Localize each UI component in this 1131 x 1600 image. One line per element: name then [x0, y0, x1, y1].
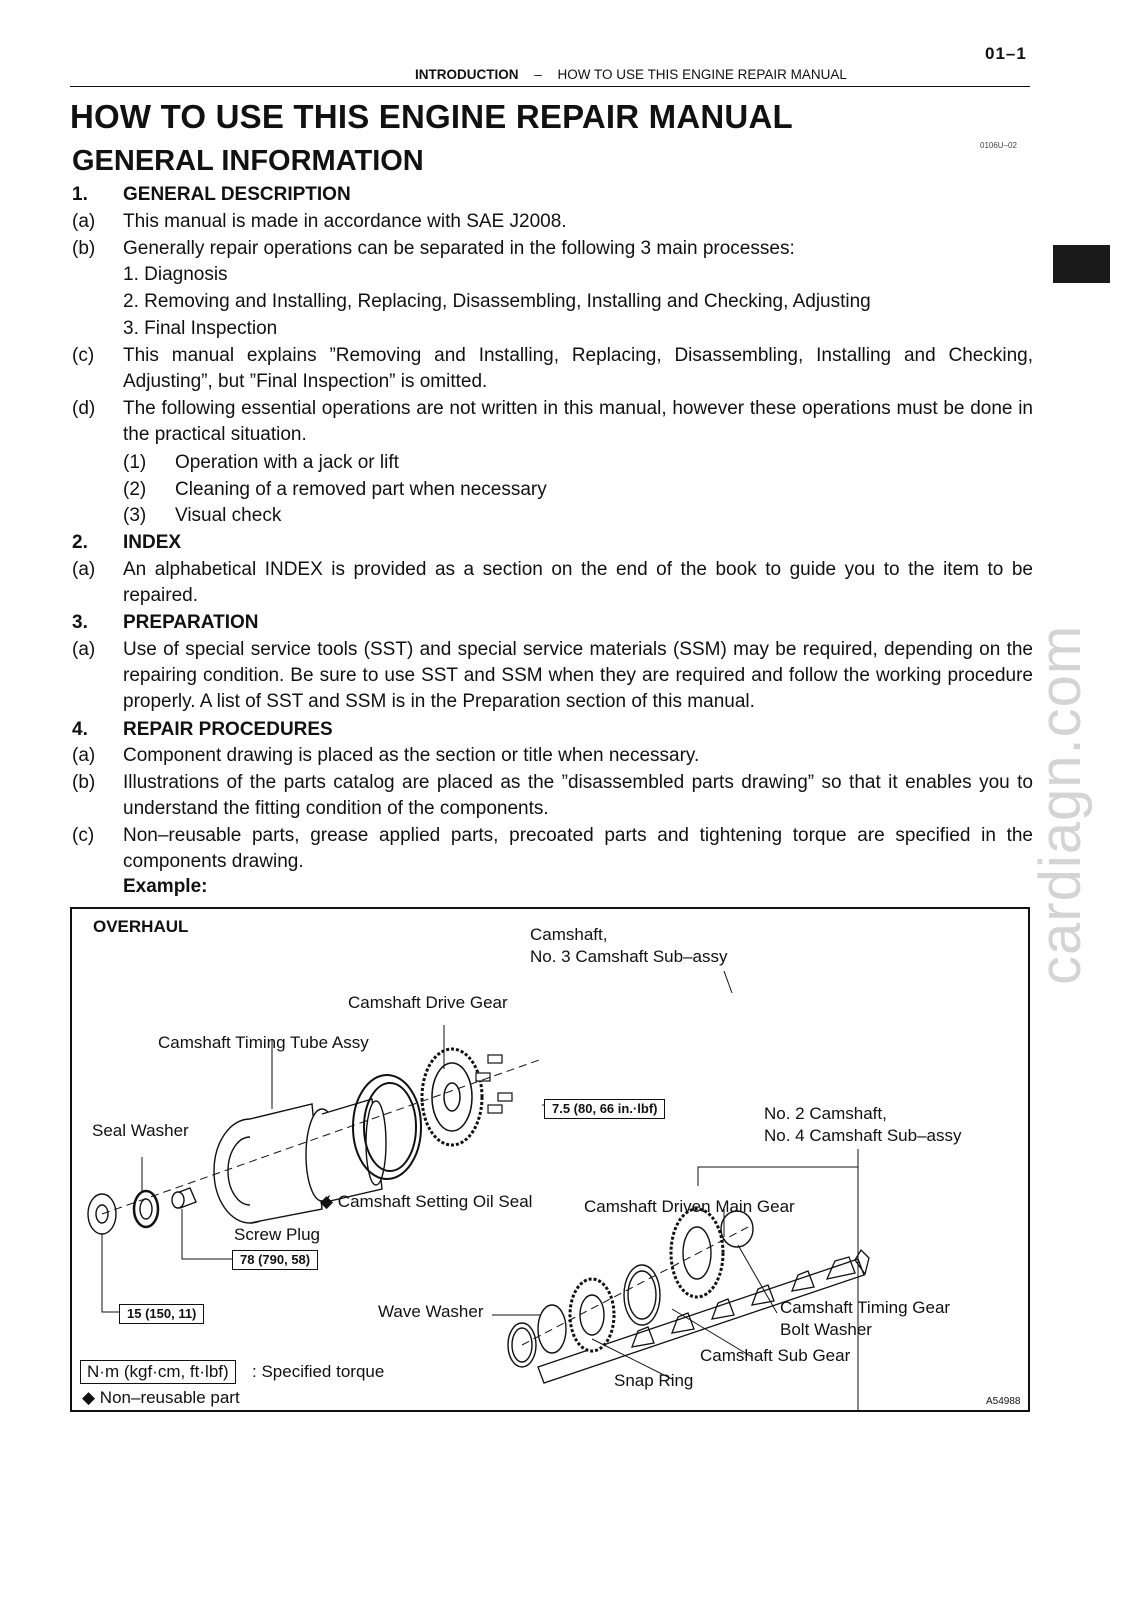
label-camshaft-sub-assy: No. 3 Camshaft Sub–assy [530, 947, 728, 966]
section-tab-marker [1053, 245, 1110, 283]
label-drive-gear: Camshaft Drive Gear [348, 993, 508, 1012]
legend-nonreusable: ◆ Non–reusable part [82, 1388, 240, 1407]
item-marker: (c) [72, 825, 95, 846]
item-marker: (c) [72, 345, 95, 366]
torque-box: 78 (790, 58) [232, 1250, 318, 1270]
page-number: 01–1 [985, 44, 1027, 63]
item-text: Component drawing is placed as the section or title when necessary. [123, 745, 700, 766]
item-text: Illustrations of the parts catalog are placed as the ”disassembled parts drawing” so that it enables you to understand the fitting condition of the components. [123, 772, 1033, 819]
section-number: 2. [72, 532, 88, 553]
section-title: INDEX [123, 532, 182, 553]
label-camshaft: Camshaft, [530, 925, 608, 944]
legend-unit-box: N·m (kgf·cm, ft·lbf) [80, 1360, 236, 1384]
example-label: Example: [123, 876, 208, 897]
running-head-separator: – [534, 67, 542, 82]
label-no2-camshaft: No. 2 Camshaft, [764, 1104, 887, 1123]
item-text: Cleaning of a removed part when necessary [175, 479, 547, 500]
label-screw-plug: Screw Plug [234, 1225, 320, 1244]
section-title: PREPARATION [123, 612, 259, 633]
item-text: This manual explains ”Removing and Installing, Replacing, Disassembling, Installing and Checking, Adjusting”, but ”Final Inspection” is omitted. [123, 345, 1033, 392]
small-parts-drawing [88, 1188, 196, 1234]
section-number: 1. [72, 184, 88, 205]
page-subtitle: GENERAL INFORMATION [72, 145, 424, 177]
item-text: 3. Final Inspection [123, 318, 278, 339]
item-marker: (1) [123, 452, 147, 473]
label-timing-tube-assy: Camshaft Timing Tube Assy [158, 1033, 369, 1052]
item-text: Generally repair operations can be separated in the following 3 main processes: [123, 238, 795, 259]
torque-box: 15 (150, 11) [119, 1304, 204, 1324]
item-marker: (3) [123, 505, 147, 526]
item-marker: (a) [72, 639, 96, 660]
item-text: This manual is made in accordance with SAE J2008. [123, 211, 567, 232]
exploded-parts-drawing [72, 909, 1028, 1410]
item-text: Non–reusable parts, grease applied parts, precoated parts and tightening torque are specified in the components drawing. [123, 825, 1033, 872]
item-text: 2. Removing and Installing, Replacing, Disassembling, Installing and Checking, Adjusting [123, 291, 871, 312]
label-bolt-washer: Bolt Washer [780, 1320, 872, 1339]
section-title: REPAIR PROCEDURES [123, 719, 333, 740]
item-marker: (b) [72, 238, 96, 259]
item-text: 1. Diagnosis [123, 264, 228, 285]
overhaul-figure [70, 907, 1030, 1412]
legend-unit-description: : Specified torque [252, 1362, 385, 1381]
torque-box: 7.5 (80, 66 in.·lbf) [544, 1099, 665, 1119]
drive-gear-drawing [422, 1049, 482, 1145]
item-marker: (2) [123, 479, 147, 500]
figure-heading: OVERHAUL [93, 917, 189, 936]
label-oil-seal: ◆ Camshaft Setting Oil Seal [320, 1192, 533, 1211]
section-title: GENERAL DESCRIPTION [123, 184, 351, 205]
label-snap-ring: Snap Ring [614, 1371, 694, 1390]
item-marker: (a) [72, 211, 96, 232]
item-marker: (b) [72, 772, 96, 793]
oil-seal-drawing [353, 1075, 421, 1179]
running-head [415, 67, 847, 82]
section-number: 4. [72, 719, 88, 740]
item-text: Visual check [175, 505, 282, 526]
label-wave-washer: Wave Washer [378, 1302, 484, 1321]
item-text: Use of special service tools (SST) and special service materials (SSM) may be required, depending on the repairing condition. Be sure to use SST and SSM when they are required and follow the working procedure properly. A list of SST and SSM is in the Preparation section of this manual. [123, 639, 1033, 712]
page-title: HOW TO USE THIS ENGINE REPAIR MANUAL [70, 98, 793, 135]
label-no2-camshaft-sub-assy: No. 4 Camshaft Sub–assy [764, 1126, 962, 1145]
item-marker: (a) [72, 559, 96, 580]
item-marker: (d) [72, 398, 96, 419]
document-code: 0106U–02 [980, 141, 1017, 150]
running-head-subsection: HOW TO USE THIS ENGINE REPAIR MANUAL [557, 67, 847, 82]
running-head-section: INTRODUCTION [415, 67, 519, 82]
item-text: An alphabetical INDEX is provided as a section on the end of the book to guide you to the item to be repaired. [123, 559, 1033, 606]
watermark: cardiagn.com [1028, 624, 1093, 985]
item-text: The following essential operations are not written in this manual, however these operations must be done in the practical situation. [123, 398, 1033, 445]
item-text: Operation with a jack or lift [175, 452, 399, 473]
figure-id: A54988 [986, 1396, 1021, 1407]
label-seal-washer: Seal Washer [92, 1121, 189, 1140]
label-driven-main-gear: Camshaft Driven Main Gear [584, 1197, 795, 1216]
header-rule [70, 86, 1030, 87]
label-timing-gear: Camshaft Timing Gear [780, 1298, 951, 1317]
section-number: 3. [72, 612, 88, 633]
item-marker: (a) [72, 745, 96, 766]
label-sub-gear: Camshaft Sub Gear [700, 1346, 851, 1365]
